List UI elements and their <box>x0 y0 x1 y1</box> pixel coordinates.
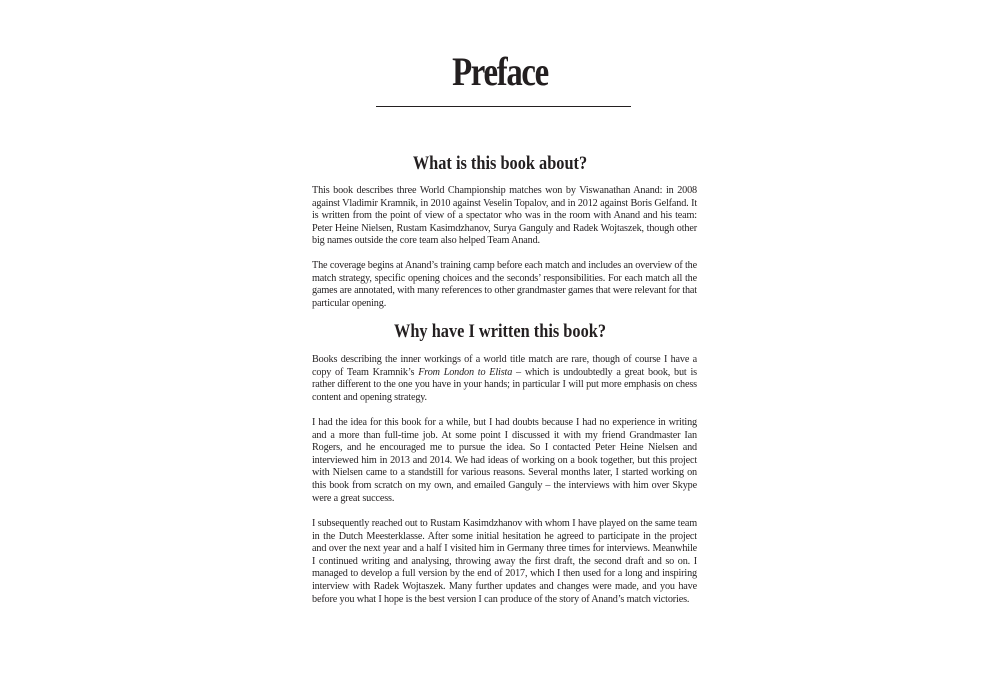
section-heading-why: Why have I written this book? <box>394 321 606 342</box>
paragraph-about-2: The coverage begins at Anand’s training camp before each match and includes an overview of the match strategy, specific opening choices and the seconds’ responsibilities. For each match all the games are annotated, with many references to other grandmaster games that were relevant for that particular opening. <box>312 260 697 309</box>
paragraph-why-2: I had the idea for this book for a while, but I had doubts because I had no experience in writing and a more than full-time job. At some point I discussed it with my friend Grandmaster Ian Rogers, and he encouraged me to pursue the idea. So I contacted Peter Heine Nielsen and interviewed him in 2013 and 2014. We had ideas of working on a book together, but this project with Nielsen came to a standstill for various reasons. Several months later, I started working on this book from scratch on my own, and emailed Ganguly – the interviews with him over Skype were a great success. <box>312 417 697 504</box>
paragraph-why-1 <box>312 354 697 404</box>
title-underline <box>376 106 631 107</box>
page-title: Preface <box>452 49 548 94</box>
paragraph-about-1: This book describes three World Championship matches won by Viswanathan Anand: in 2008 against Vladimir Kramnik, in 2010 against Veselin Topalov, and in 2012 against Boris Gelfand. It is written from the point of view of a spectator who was in the room with Anand and his team: Peter Heine Nielsen, Rustam Kasimdzhanov, Surya Ganguly and Radek Wojtaszek, though other big names outside the core team also helped Team Anand. <box>312 185 697 247</box>
paragraph-why-3: I subsequently reached out to Rustam Kasimdzhanov with whom I have played on the same team in the Dutch Meesterklasse. After some initial hesitation he agreed to participate in the project and over the next year and a half I visited him in Germany three times for interviews. Meanwhile I continued writing and analysing, throwing away the first draft, the second draft and so on. I managed to develop a full version by the end of 2017, which I then used for a long and inspiring interview with Radek Wojtaszek. Many further updates and changes were made, and you have before you what I hope is the best version I can produce of the story of Anand’s match victories. <box>312 518 697 605</box>
book-title-italic: From London to Elista <box>418 366 513 378</box>
section-heading-about: What is this book about? <box>412 153 588 174</box>
paragraph-why-1-after: – which is undoubtedly a great book, but is rather different to the one you have in your hands; in particular I will put more emphasis on chess content and opening strategy. <box>312 366 697 403</box>
paragraph-why-1-before: Books describing the inner workings of a world title match are rare, though of course I have a copy of Team Kramnik’s <box>312 354 697 378</box>
